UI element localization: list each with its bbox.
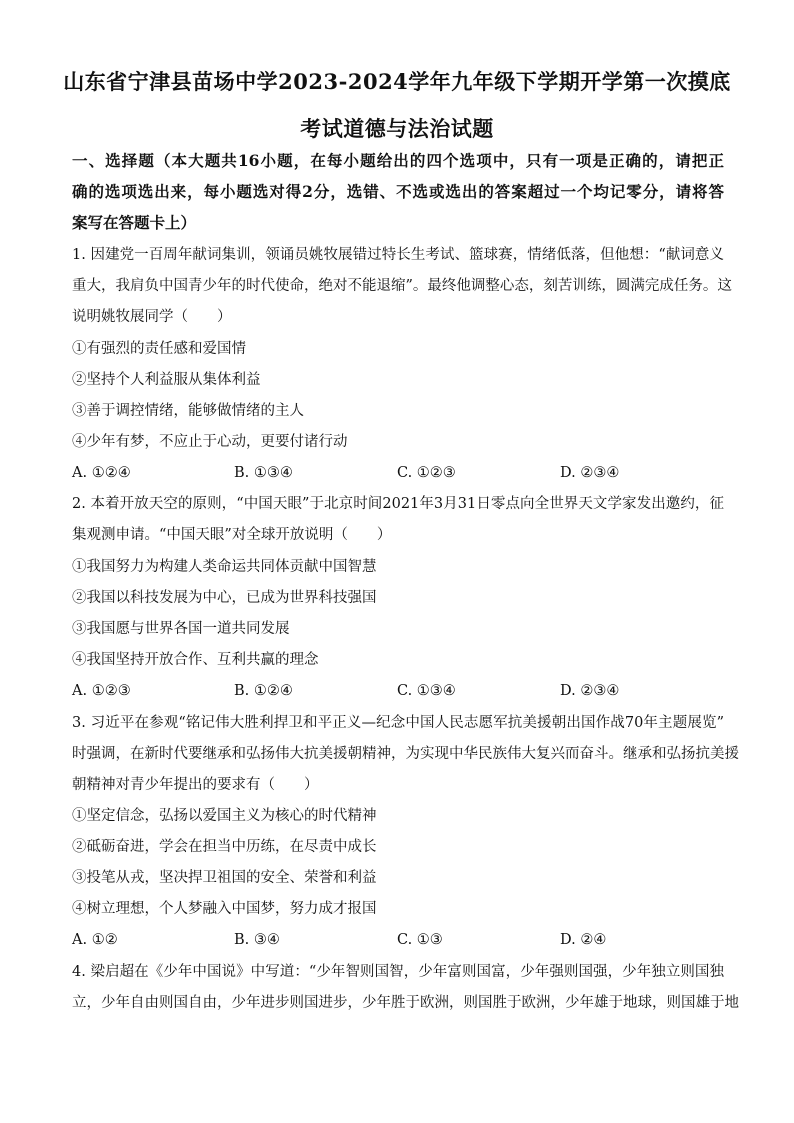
q3-statement-3: ③投笔从戎，坚决捍卫祖国的安全、荣誉和利益 <box>72 870 377 886</box>
q1-option-b[interactable]: B. ①③④ <box>234 465 293 481</box>
q1-option-c[interactable]: C. ①②③ <box>397 465 456 481</box>
q1-stem-line-2: 重大，我肩负中国青少年的时代使命，绝对不能退缩”。最终他调整心态，刻苦训练，圆满完成任务。这 <box>72 278 732 294</box>
section-heading-line-2: 确的选项选出来，每小题选对得2分，选错、不选或选出的答案超过一个均记零分，请将答 <box>72 182 724 201</box>
q2-option-c[interactable]: C. ①③④ <box>397 683 456 699</box>
q2-option-d[interactable]: D. ②③④ <box>560 683 620 699</box>
q1-statement-4: ④少年有梦，不应止于心动，更要付诸行动 <box>72 434 348 450</box>
q1-option-d[interactable]: D. ②③④ <box>560 465 620 481</box>
q4-stem-line-2: 立，少年自由则国自由，少年进步则国进步，少年胜于欧洲，则国胜于欧洲，少年雄于地球，则国雄于地 <box>72 995 739 1011</box>
q1-statement-3: ③善于调控情绪，能够做情绪的主人 <box>72 403 304 419</box>
section-heading <box>72 145 724 238</box>
q1-statement-1: ①有强烈的责任感和爱国情 <box>72 341 246 357</box>
q1-statement-2: ②坚持个人利益服从集体利益 <box>72 372 261 388</box>
q3-option-a[interactable]: A. ①② <box>72 932 118 948</box>
q2-stem-line-1: 2. 本着开放天空的原则，“中国天眼”于北京时间2021年3月31日零点向全世界天文学家发出邀约，征 <box>72 496 724 512</box>
q3-option-d[interactable]: D. ②④ <box>560 932 607 948</box>
q4-stem-line-1: 4. 梁启超在《少年中国说》中写道：“少年智则国智，少年富则国富，少年强则国强，少年独立则国独 <box>72 964 724 980</box>
q2-statement-4: ④我国坚持开放合作、互利共赢的理念 <box>72 652 319 668</box>
document-title-line-2: 考试道德与法治试题 <box>300 116 494 141</box>
document-title-line-1: 山东省宁津县苗场中学2023-2024学年九年级下学期开学第一次摸底 <box>63 69 731 94</box>
q3-stem-line-3: 朝精神对青少年提出的要求有（ ） <box>72 777 319 793</box>
q2-statement-1: ①我国努力为构建人类命运共同体贡献中国智慧 <box>72 559 377 575</box>
q3-option-c[interactable]: C. ①③ <box>397 932 443 948</box>
q2-statement-2: ②我国以科技发展为中心，已成为世界科技强国 <box>72 590 377 606</box>
q1-stem-line-1: 1. 因建党一百周年献词集训，领诵员姚牧展错过特长生考试、篮球赛，情绪低落，但他想：“献词意义 <box>72 247 724 263</box>
q2-option-b[interactable]: B. ①②④ <box>234 683 293 699</box>
q3-stem-line-2: 时强调，在新时代要继承和弘扬伟大抗美援朝精神，为实现中华民族伟大复兴而奋斗。继承和弘扬抗美援 <box>72 746 739 762</box>
q2-statement-3: ③我国愿与世界各国一道共同发展 <box>72 621 290 637</box>
q3-option-b[interactable]: B. ③④ <box>234 932 280 948</box>
q1-option-a[interactable]: A. ①②④ <box>72 465 131 481</box>
q3-statement-2: ②砥砺奋进，学会在担当中历练，在尽责中成长 <box>72 839 377 855</box>
q3-statement-4: ④树立理想，个人梦融入中国梦，努力成才报国 <box>72 901 377 917</box>
q1-stem-line-3: 说明姚牧展同学（ ） <box>72 309 232 325</box>
q2-stem-line-2: 集观测申请。“中国天眼”对全球开放说明（ ） <box>72 527 392 543</box>
q3-stem-line-1: 3. 习近平在参观“铭记伟大胜利捍卫和平正义—纪念中国人民志愿军抗美援朝出国作战70年主题展览” <box>72 715 724 731</box>
section-heading-line-1: 一、选择题（本大题共16小题，在每小题给出的四个选项中，只有一项是正确的，请把正 <box>72 151 724 170</box>
q3-statement-1: ①坚定信念，弘扬以爱国主义为核心的时代精神 <box>72 808 377 824</box>
section-heading-line-3: 案写在答题卡上） <box>72 213 197 232</box>
q2-option-a[interactable]: A. ①②③ <box>72 683 131 699</box>
